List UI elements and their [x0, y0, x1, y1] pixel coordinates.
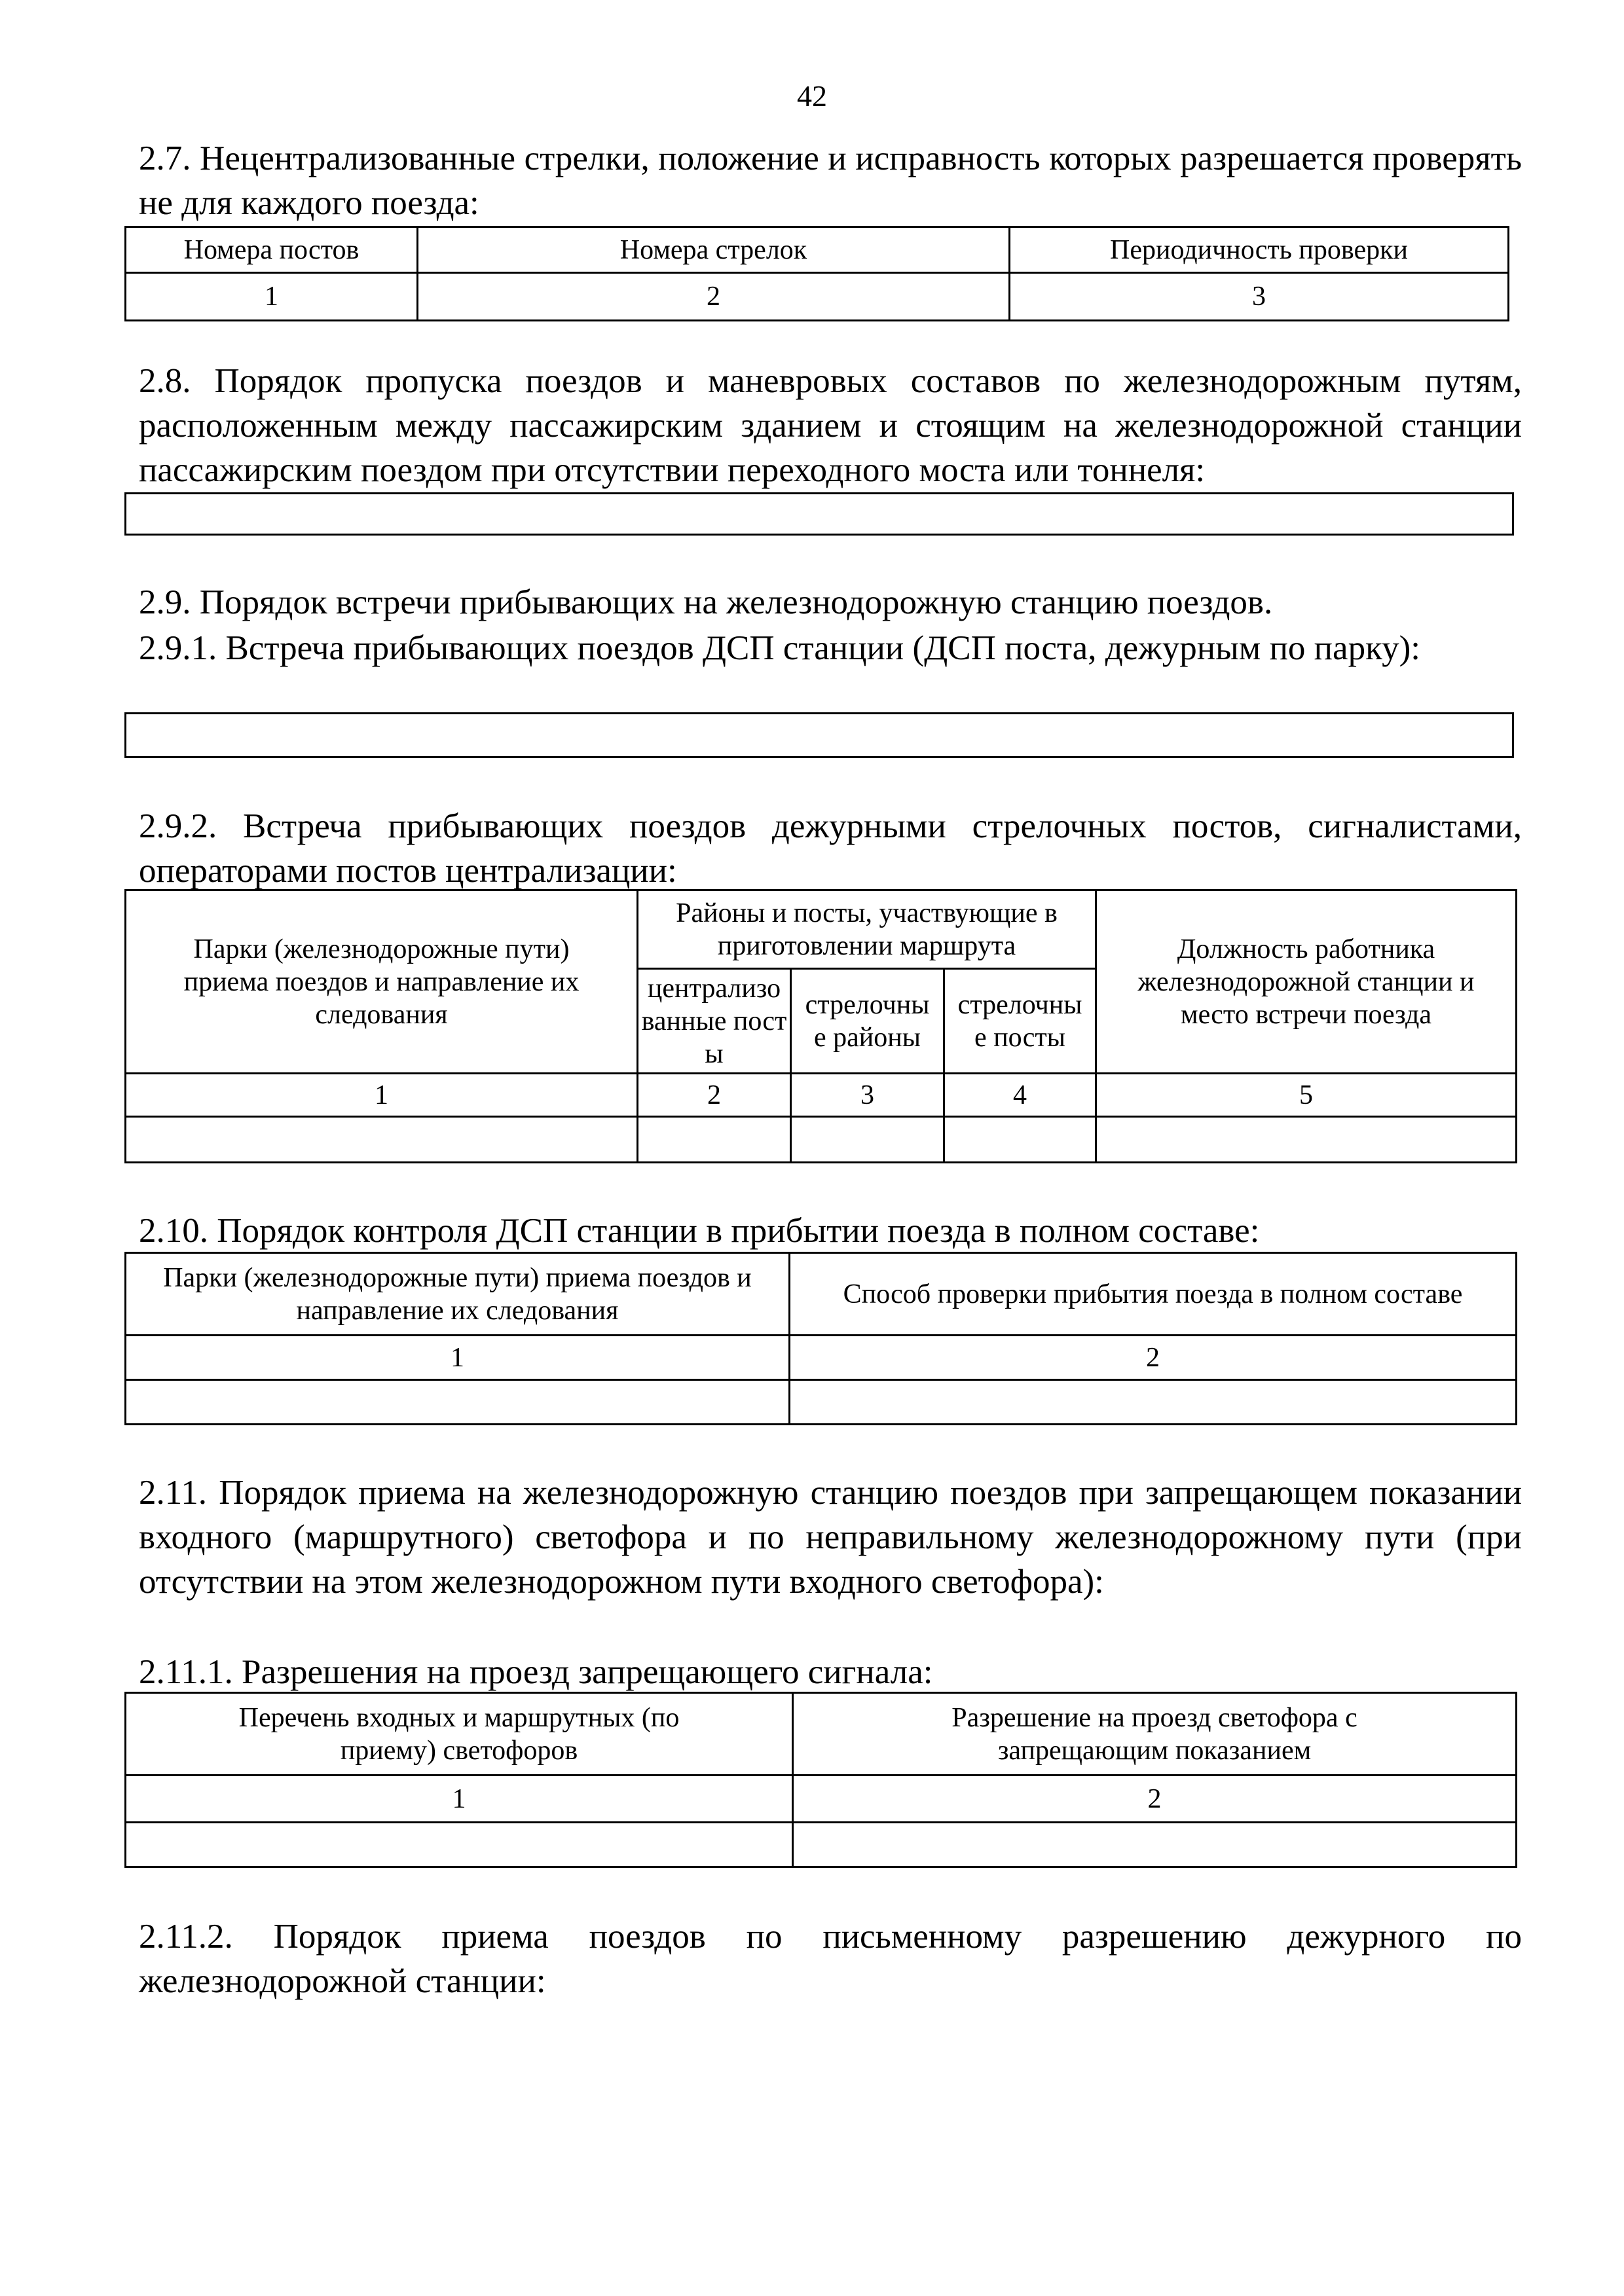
section-2-9-text: 2.9. Порядок встречи прибывающих на железнодорожную станцию поездов. — [139, 583, 1273, 621]
page-number: 42 — [797, 79, 827, 113]
table-cell-empty — [791, 1117, 944, 1163]
col-number: 2 — [638, 1074, 791, 1117]
header-route-districts: Районы и посты, участвующие в приготовлении маршрута — [638, 890, 1096, 969]
col-number: 1 — [126, 1074, 638, 1117]
header-centralized-posts: централизованные посты — [638, 969, 791, 1074]
table-cell-empty — [126, 1823, 793, 1867]
section-2-7-text: 2.7. Нецентрализованные стрелки, положение и исправность которых разрешается проверять не для каждого поезда: — [139, 139, 1522, 222]
table-cell-empty — [944, 1117, 1096, 1163]
section-2-11-text: 2.11. Порядок приема на железнодорожную станцию поездов при запрещающем показании входного (маршрутного) светофора и по неправильному железнодорожному пути (при отсутствии на этом железнодорожном пути входного светофора): — [139, 1474, 1522, 1601]
col-number: 2 — [793, 1776, 1517, 1823]
col-number: 2 — [418, 273, 1010, 321]
header-worker-position: Должность работника железнодорожной станции и место встречи поезда — [1096, 890, 1517, 1074]
col-number: 2 — [790, 1336, 1517, 1380]
col-number: 1 — [126, 273, 418, 321]
section-2-11-1-text: 2.11.1. Разрешения на проезд запрещающего сигнала: — [139, 1653, 933, 1691]
table-cell-empty — [126, 1380, 790, 1425]
header-switch-districts: стрелочные районы — [791, 969, 944, 1074]
header-check-method: Способ проверки прибытия поезда в полном составе — [790, 1253, 1517, 1336]
table-cell-empty — [1096, 1117, 1517, 1163]
col-number: 3 — [791, 1074, 944, 1117]
section-2-8-empty-field — [124, 492, 1514, 536]
header-parks: Парки (железнодорожные пути) приема поездов и направление их следования — [126, 890, 638, 1074]
col-number: 5 — [1096, 1074, 1517, 1117]
col-number: 1 — [126, 1336, 790, 1380]
table-cell-empty — [790, 1380, 1517, 1425]
section-2-9-1-empty-field — [124, 712, 1514, 758]
section-2-9-2-text: 2.9.2. Встреча прибывающих поездов дежурными стрелочных постов, сигналистами, операторами постов централизации: — [139, 807, 1522, 890]
header-post-numbers: Номера постов — [126, 227, 418, 273]
section-2-9-1-text: 2.9.1. Встреча прибывающих поездов ДСП станции (ДСП поста, дежурным по парку): — [139, 629, 1420, 667]
table-2-9-2 — [124, 889, 1517, 1163]
header-pass-permission: Разрешение на проезд светофора с запрещающим показанием — [793, 1693, 1517, 1776]
header-switch-posts: стрелочные посты — [944, 969, 1096, 1074]
header-parks: Парки (железнодорожные пути) приема поездов и направление их следования — [126, 1253, 790, 1336]
header-check-frequency: Периодичность проверки — [1010, 227, 1509, 273]
col-number: 1 — [126, 1776, 793, 1823]
col-number: 3 — [1010, 273, 1509, 321]
header-signals-list: Перечень входных и маршрутных (по приему) светофоров — [126, 1693, 793, 1776]
table-2-7 — [124, 226, 1509, 321]
table-2-10 — [124, 1252, 1517, 1425]
section-2-8-text: 2.8. Порядок пропуска поездов и маневровых составов по железнодорожным путям, расположенным между пассажирским зданием и стоящим на железнодорожной станции пассажирским поездом при отсутствии переходного моста или тоннеля: — [139, 362, 1522, 489]
table-cell-empty — [638, 1117, 791, 1163]
table-cell-empty — [793, 1823, 1517, 1867]
section-2-11-2-text: 2.11.2. Порядок приема поездов по письменному разрешению дежурного по железнодорожной станции: — [139, 1918, 1522, 2000]
section-2-10-text: 2.10. Порядок контроля ДСП станции в прибытии поезда в полном составе: — [139, 1212, 1260, 1250]
table-2-11-1 — [124, 1692, 1517, 1868]
col-number: 4 — [944, 1074, 1096, 1117]
header-switch-numbers: Номера стрелок — [418, 227, 1010, 273]
table-cell-empty — [126, 1117, 638, 1163]
